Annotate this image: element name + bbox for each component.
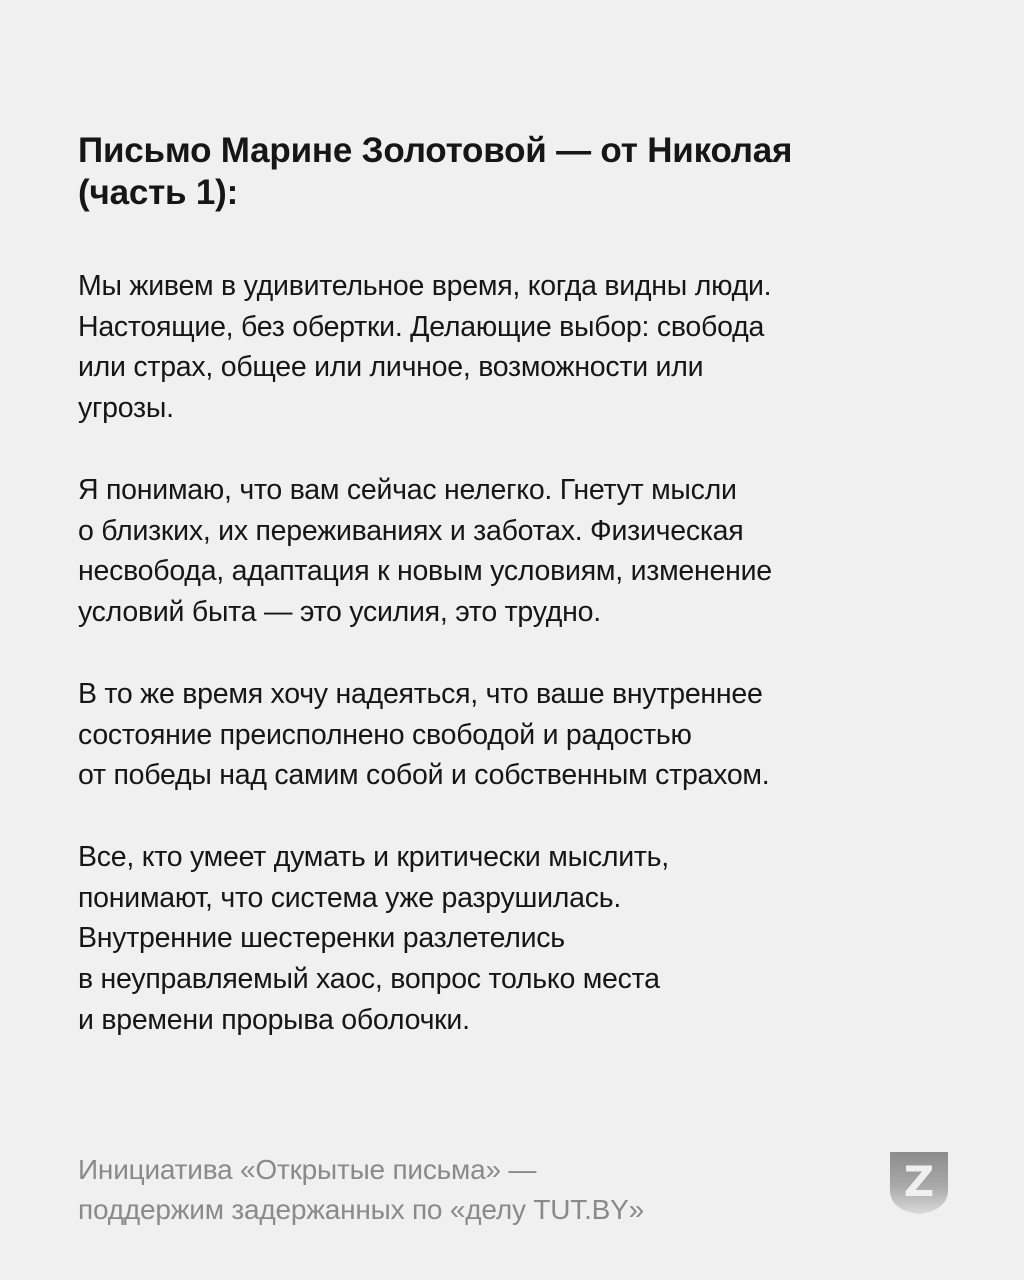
text-line: о близких, их переживаниях и заботах. Физическая: [78, 514, 744, 547]
footer-line: поддержим задержанных по «делу TUT.BY»: [78, 1194, 644, 1225]
text-line: в неуправляемый хаос, вопрос только места: [78, 963, 660, 996]
footer-line: Инициатива «Открытые письма» —: [78, 1154, 537, 1185]
text-line: Настоящие, без обертки. Делающие выбор: свобода: [78, 310, 765, 343]
logo-letter: Z: [903, 1157, 935, 1206]
text-line: В то же время хочу надеяться, что ваше внутреннее: [78, 678, 763, 710]
text-line: от победы над самим собой и собственным страхом.: [78, 759, 770, 792]
text-line: условий быта — это усилия, это трудно.: [78, 596, 601, 629]
paragraph-4: [78, 837, 978, 1041]
text-line: или страх, общее или личное, возможности или: [78, 351, 704, 384]
letter-title: [78, 130, 958, 214]
title-line: (часть 1):: [78, 173, 239, 212]
text-line: Я понимаю, что вам сейчас нелегко. Гнетут мысли: [78, 474, 737, 506]
z-shield-logo-icon: [888, 1150, 950, 1216]
title-line: Письмо Марине Золотовой — от Николая: [78, 131, 793, 170]
text-line: и времени прорыва оболочки.: [78, 1003, 470, 1036]
text-line: понимают, что система уже разрушилась.: [78, 881, 621, 914]
text-line: угрозы.: [78, 392, 174, 425]
paragraph-3: [78, 674, 978, 796]
paragraph-1: [78, 266, 978, 429]
text-line: состояние преисполнено свободой и радостью: [78, 718, 692, 751]
text-line: Внутренние шестеренки разлетелись: [78, 922, 565, 955]
text-line: несвобода, адаптация к новым условиям, изменение: [78, 555, 772, 588]
footer-caption: [78, 1150, 838, 1230]
paragraph-2: [78, 470, 978, 633]
text-line: Все, кто умеет думать и критически мыслить,: [78, 841, 669, 873]
text-line: Мы живем в удивительное время, когда видны люди.: [78, 270, 772, 302]
